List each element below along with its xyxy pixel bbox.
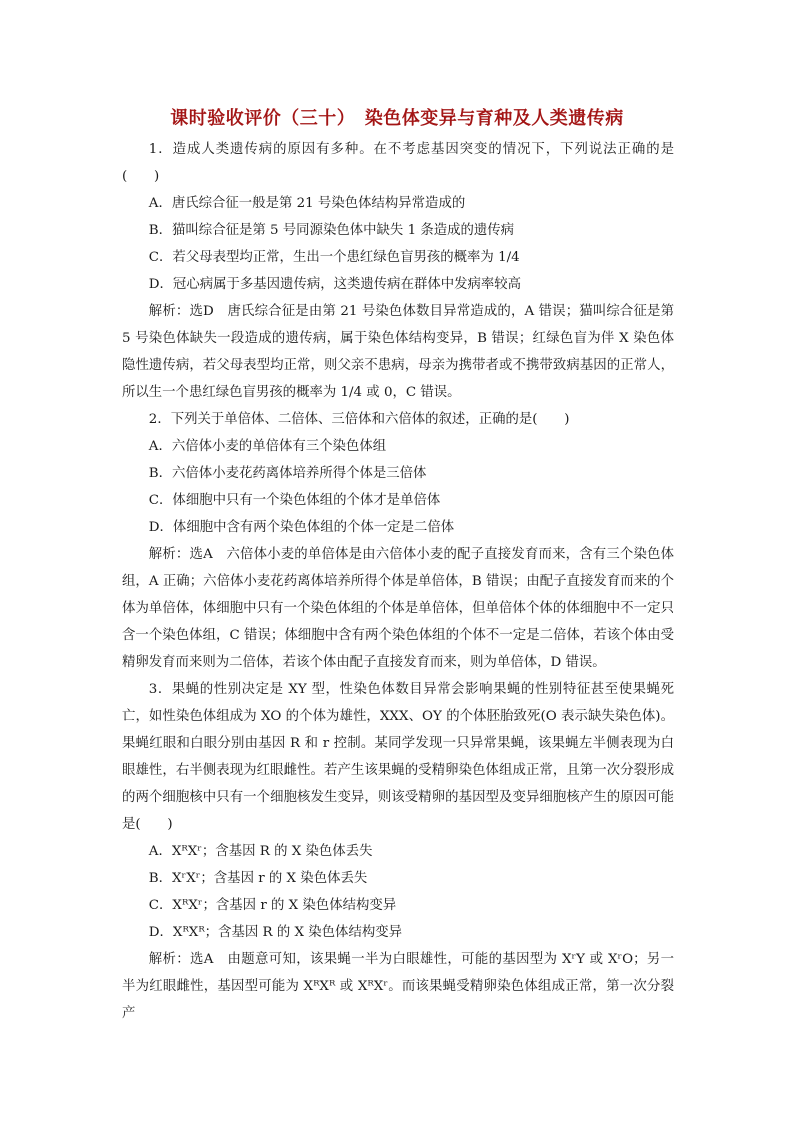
option-b: B．六倍体小麦花药离体培养所得个体是三倍体 <box>148 466 427 481</box>
option-d: D．体细胞中含有两个染色体组的个体一定是二倍体 <box>148 520 455 535</box>
page-title: 课时验收评价（三十） 染色体变异与育种及人类遗传病 <box>170 108 624 129</box>
option-a: A．六倍体小麦的单倍体有三个染色体组 <box>148 439 387 454</box>
option-c: C．体细胞中只有一个染色体组的个体才是单倍体 <box>148 493 441 508</box>
option-d: D．冠心病属于多基因遗传病，这类遗传病在群体中发病率较高 <box>148 277 522 292</box>
question-stem: 3．果蝇的性别决定是 XY 型，性染色体数目异常会影响果蝇的性别特征甚至使果蝇死亡，如性染色体组成为 XO 的个体为雄性，XXX、OY 的个体胚胎致死(O 表示缺失染色体)。果蝇红眼和白眼分别由基因 R 和 r 控制。某同学发现一只异常果蝇，该果蝇左半侧表现为白眼雄性，右半侧表现为红眼雌性。若产生该果蝇的受精卵染色体组成正常，且第一次分裂形成的两个细胞核中只有一个细胞核发生变异，则该受精卵的基因型及变异细胞核产生的原因可能是( ) <box>122 682 674 832</box>
question-stem: 1．造成人类遗传病的原因有多种。在不考虑基因突变的情况下，下列说法正确的是( ) <box>122 142 674 184</box>
analysis-text: 解析：选A 六倍体小麦的单倍体是由六倍体小麦的配子直接发育而来，含有三个染色体组，A 正确；六倍体小麦花药离体培养所得个体是单倍体，B 错误；由配子直接发育而来的个体为单倍体，体细胞中只有一个染色体组的个体是单倍体，但单倍体个体的体细胞中不一定只含一个染色体组，C 错误；体细胞中含有两个染色体组的个体不一定是二倍体，若该个体由受精卵发育而来则为二倍体，若该个体由配子直接发育而来，则为单倍体，D 错误。 <box>122 547 674 670</box>
document-body <box>122 136 674 1027</box>
question-stem: 2．下列关于单倍体、二倍体、三倍体和六倍体的叙述，正确的是( ) <box>148 412 570 427</box>
analysis-text: 解析：选A 由题意可知，该果蝇一半为白眼雄性，可能的基因型为 XʳY 或 XʳO；另一半为红眼雌性，基因型可能为 XᴿXᴿ 或 XᴿXʳ。而该果蝇受精卵染色体组成正常，第一次分裂产 <box>122 952 674 1021</box>
analysis-text: 解析：选D 唐氏综合征是由第 21 号染色体数目异常造成的，A 错误；猫叫综合征是第 5 号染色体缺失一段造成的遗传病，属于染色体结构变异，B 错误；红绿色盲为伴 X 染色体隐性遗传病，若父母表型均正常，则父亲不患病，母亲为携带者或不携带致病基因的正常人，所以生一个患红绿色盲男孩的概率为 1/4 或 0，C 错误。 <box>122 304 674 400</box>
option-a: A．XᴿXʳ；含基因 R 的 X 染色体丢失 <box>148 844 373 859</box>
question-3 <box>122 676 674 1027</box>
option-b: B．猫叫综合征是第 5 号同源染色体中缺失 1 条造成的遗传病 <box>148 223 515 238</box>
option-c: C．XᴿXʳ；含基因 r 的 X 染色体结构变异 <box>148 898 397 913</box>
question-1 <box>122 136 674 406</box>
question-2 <box>122 406 674 676</box>
option-a: A．唐氏综合征一般是第 21 号染色体结构异常造成的 <box>148 196 466 211</box>
option-d: D．XᴿXᴿ；含基因 R 的 X 染色体结构变异 <box>148 925 403 940</box>
option-b: B．XʳXʳ；含基因 r 的 X 染色体丢失 <box>148 871 368 886</box>
option-c: C．若父母表型均正常，生出一个患红绿色盲男孩的概率为 1/4 <box>148 250 520 265</box>
